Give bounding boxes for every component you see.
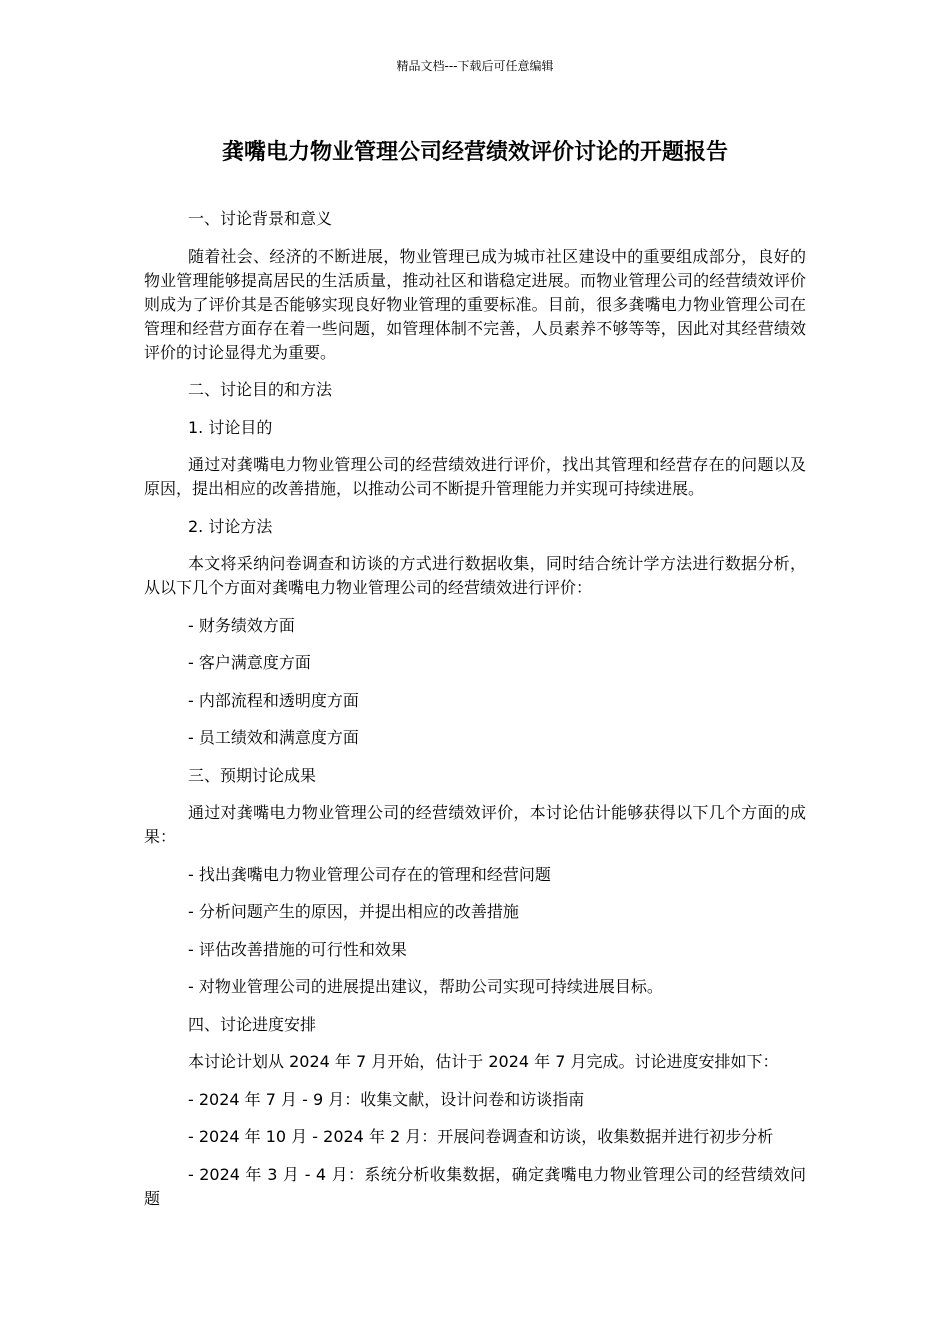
schedule-item: - 2024 年 10 月 - 2024 年 2 月：开展问卷调查和访谈，收集数据并进行初步分析 [188,1127,774,1146]
section-heading-schedule: 四、讨论进度安排 [188,1014,317,1034]
list-item: - 找出龚嘴电力物业管理公司存在的管理和经营问题 [188,864,551,884]
page-header: 精品文档---下载后可任意编辑 [396,59,554,73]
subheading-purpose: 1. 讨论目的 [188,417,273,437]
list-item: - 内部流程和透明度方面 [188,690,359,710]
section-heading-expected-results: 三、预期讨论成果 [188,765,317,785]
purpose-paragraph: 通过对龚嘴电力物业管理公司的经营绩效进行评价，找出其管理和经营存在的问题以及原因，提出相应的改善措施，以推动公司不断提升管理能力并实现可持续进展。 [144,455,806,498]
schedule-item: - 2024 年 7 月 - 9 月：收集文献，设计问卷和访谈指南 [188,1089,585,1109]
expected-results-paragraph: 通过对龚嘴电力物业管理公司的经营绩效评价，本讨论估计能够获得以下几个方面的成果： [144,803,806,846]
document-body [144,207,806,1224]
method-paragraph: 本文将采纳问卷调查和访谈的方式进行数据收集，同时结合统计学方法进行数据分析，从以下几个方面对龚嘴电力物业管理公司的经营绩效进行评价： [144,554,806,597]
list-item: - 客户满意度方面 [188,653,311,672]
section-heading-background: 一、讨论背景和意义 [188,209,333,228]
schedule-paragraph: 本讨论计划从 2024 年 7 月开始，估计于 2024 年 7 月完成。讨论进度安排如下： [188,1052,779,1071]
list-item: - 财务绩效方面 [188,615,295,635]
schedule-item: - 2024 年 3 月 - 4 月：系统分析收集数据，确定龚嘴电力物业管理公司的经营绩效问题 [144,1164,806,1208]
list-item: - 评估改善措施的可行性和效果 [188,939,407,959]
list-item: - 对物业管理公司的进展提出建议，帮助公司实现可持续进展目标。 [188,977,663,996]
subheading-method: 2. 讨论方法 [188,516,273,536]
list-item: - 分析问题产生的原因，并提出相应的改善措施 [188,902,519,921]
list-item: - 员工绩效和满意度方面 [188,728,359,747]
document-title: 龚嘴电力物业管理公司经营绩效评价讨论的开题报告 [221,140,728,165]
background-paragraph: 随着社会、经济的不断进展，物业管理已成为城市社区建设中的重要组成部分，良好的物业管理能够提高居民的生活质量，推动社区和谐稳定进展。而物业管理公司的经营绩效评价则成为了评价其是否能够实现良好物业管理的重要标准。目前，很多龚嘴电力物业管理公司在管理和经营方面存在着一些问题，如管理体制不完善，人员素养不够等等，因此对其经营绩效评价的讨论显得尤为重要。 [144,246,806,362]
section-heading-purpose-method: 二、讨论目的和方法 [188,380,333,399]
